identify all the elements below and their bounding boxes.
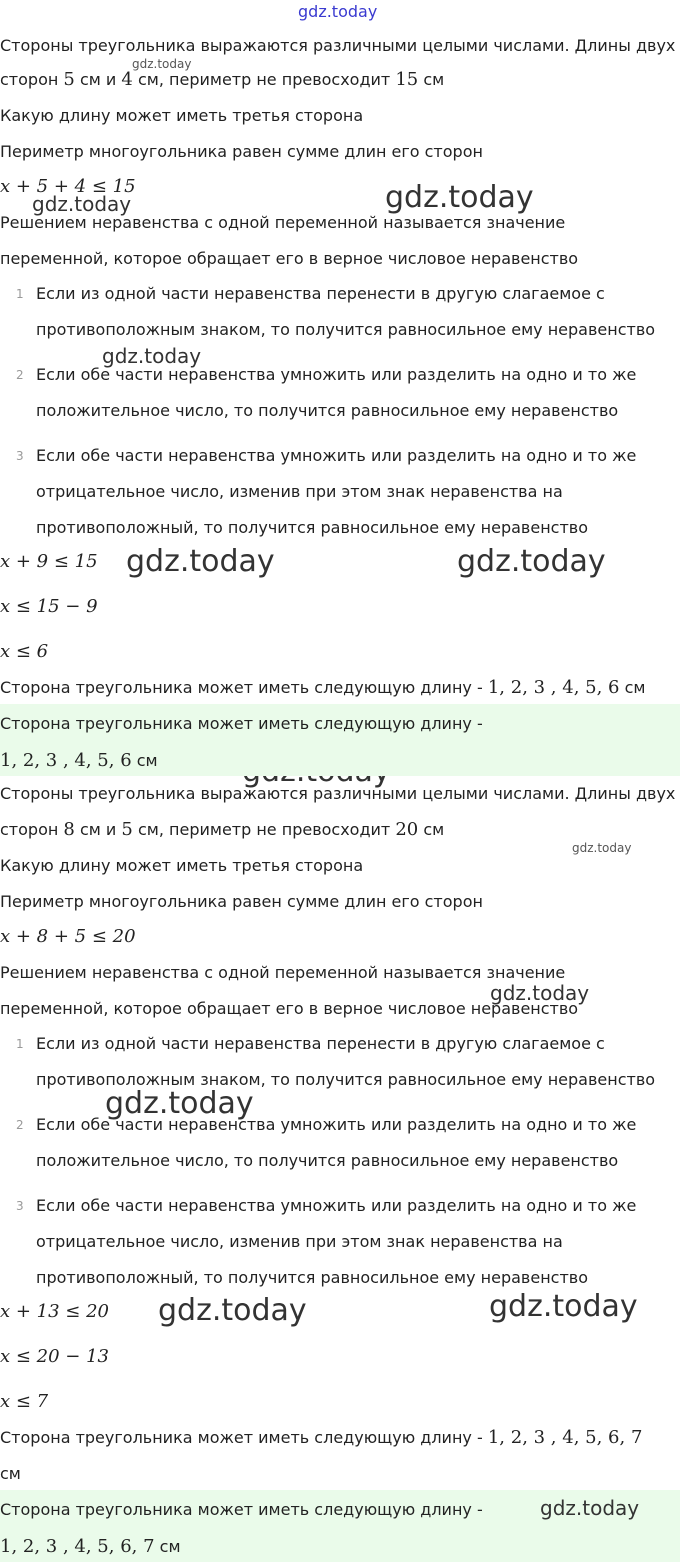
watermark-top: gdz.today (298, 2, 378, 21)
watermark: gdz.today (489, 1289, 638, 1324)
definition-line: Решением неравенства с одной переменной называется значение (0, 213, 566, 232)
rule-line: противоположным знаком, то получится равносильное ему неравенство (36, 320, 656, 339)
question: Какую длину может иметь третья сторона (0, 106, 364, 125)
list-marker: 3 (16, 1199, 24, 1213)
result-line: Сторона треугольника может иметь следующую длину - 1, 2, 3 , 4, 5, 6 см (0, 677, 646, 698)
watermark: gdz.today (105, 1086, 254, 1121)
definition-line: переменной, которое обращает его в верное числовое неравенство (0, 249, 579, 268)
rule-line: Если из одной части неравенства перенести в другую слагаемое с (36, 1034, 605, 1053)
watermark: gdz.today (490, 981, 590, 1005)
solution-step: x ≤ 20 − 13 (0, 1346, 110, 1367)
solution-step: x + 9 ≤ 15 (0, 551, 98, 572)
rule-line: противоположный, то получится равносильное ему неравенство (36, 518, 588, 537)
result-line: Сторона треугольника может иметь следующую длину - 1, 2, 3 , 4, 5, 6, 7 (0, 1427, 643, 1448)
condition-line: сторон 8 см и 5 см, периметр не превосходит 20 см (0, 819, 445, 840)
solution-step: x ≤ 6 (0, 641, 49, 662)
rule-line: Если обе части неравенства умножить или разделить на одно и то же (36, 1196, 637, 1215)
rule-line: противоположный, то получится равносильное ему неравенство (36, 1268, 588, 1287)
list-marker: 1 (16, 1037, 24, 1051)
answer-values: 1, 2, 3 , 4, 5, 6, 7 см (0, 1536, 181, 1557)
list-marker: 3 (16, 449, 24, 463)
rule-line: Если из одной части неравенства перенести в другую слагаемое с (36, 284, 605, 303)
watermark: gdz.today (32, 192, 132, 216)
rule-line: положительное число, то получится равносильное ему неравенство (36, 1151, 619, 1170)
rule-line: Если обе части неравенства умножить или разделить на одно и то же (36, 1115, 637, 1134)
watermark: gdz.today (457, 544, 606, 579)
watermark: gdz.today (158, 1293, 307, 1328)
rule-line: противоположным знаком, то получится равносильное ему неравенство (36, 1070, 656, 1089)
rule-line: Если обе части неравенства умножить или разделить на одно и то же (36, 365, 637, 384)
rule-line: положительное число, то получится равносильное ему неравенство (36, 401, 619, 420)
rule-line: Если обе части неравенства умножить или разделить на одно и то же (36, 446, 637, 465)
rule-line: отрицательное число, изменив при этом знак неравенства на (36, 1232, 563, 1251)
list-marker: 1 (16, 287, 24, 301)
condition-line: Стороны треугольника выражаются различными целыми числами. Длины двух (0, 36, 676, 55)
perimeter-rule: Периметр многоугольника равен сумме длин его сторон (0, 142, 483, 161)
question: Какую длину может иметь третья сторона (0, 856, 364, 875)
watermark: gdz.today (126, 544, 275, 579)
condition-line: Стороны треугольника выражаются различными целыми числами. Длины двух (0, 784, 676, 803)
answer-label: Сторона треугольника может иметь следующую длину - (0, 714, 483, 733)
watermark: gdz.today (572, 841, 632, 855)
solution-step: x + 13 ≤ 20 (0, 1301, 110, 1322)
watermark: gdz.today (540, 1496, 640, 1520)
watermark: gdz.today (385, 180, 534, 215)
condition-line: сторон 5 см и 4 см, периметр не превосходит 15 см (0, 69, 445, 90)
definition-line: переменной, которое обращает его в верное числовое неравенство (0, 999, 579, 1018)
answer-label: Сторона треугольника может иметь следующую длину - (0, 1500, 483, 1519)
rule-line: отрицательное число, изменив при этом знак неравенства на (36, 482, 563, 501)
list-marker: 2 (16, 368, 24, 382)
definition-line: Решением неравенства с одной переменной называется значение (0, 963, 566, 982)
solution-step: x ≤ 7 (0, 1391, 49, 1412)
inequality: x + 5 + 4 ≤ 15 (0, 176, 136, 197)
list-marker: 2 (16, 1118, 24, 1132)
inequality: x + 8 + 5 ≤ 20 (0, 926, 136, 947)
answer-values: 1, 2, 3 , 4, 5, 6 см (0, 750, 158, 771)
watermark: gdz.today (102, 344, 202, 368)
watermark: gdz.today (132, 57, 192, 71)
perimeter-rule: Периметр многоугольника равен сумме длин его сторон (0, 892, 483, 911)
solution-step: x ≤ 15 − 9 (0, 596, 98, 617)
answer-box (0, 704, 680, 776)
result-unit: см (0, 1464, 21, 1483)
